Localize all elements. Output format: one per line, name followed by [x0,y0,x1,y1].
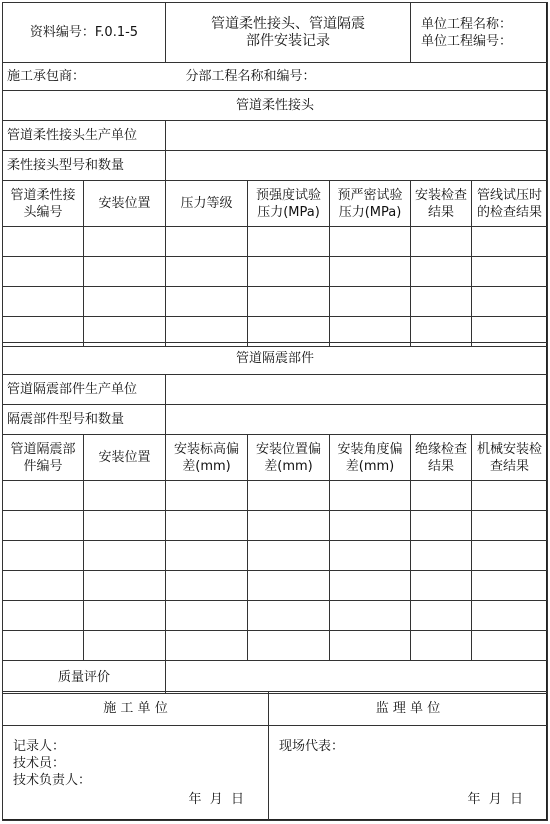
date-right: 年 月 日 [467,792,523,807]
isolation-manufacturer-label: 管道隔震部件生产单位 [3,375,166,405]
tech-lead-label: 技术负责人： [13,773,92,788]
table-row [3,601,548,631]
form-title-line1: 管道柔性接头、管道隔震 [211,15,365,32]
table-row [3,511,548,541]
contractor-table [2,62,548,91]
table-row [3,571,548,601]
flex-manufacturer-value[interactable] [166,121,548,151]
supervision-unit-label: 监 理 单 位 [269,692,548,726]
isolation-section-title: 管道隔震部件 [3,343,548,375]
isolation-col-header: 安装角度偏差(mm) [330,435,411,481]
construction-unit-label: 施 工 单 位 [3,692,269,726]
form-title-line2: 部件安装记录 [246,32,330,49]
unit-project-name-label: 单位工程名称： [421,16,513,32]
table-row [3,227,548,257]
flex-joint-table [2,90,548,347]
flex-col-header: 管道柔性接头编号 [3,181,84,227]
date-left: 年 月 日 [188,792,244,807]
isolation-table [2,342,548,694]
flex-manufacturer-label: 管道柔性接头生产单位 [3,121,166,151]
isolation-manufacturer-value[interactable] [166,375,548,405]
table-row [3,481,548,511]
header-table [2,2,548,63]
isolation-model-label: 隔震部件型号和数量 [3,405,166,435]
flex-col-header: 压力等级 [166,181,248,227]
flex-col-header: 安装检查结果 [411,181,472,227]
isolation-col-header: 安装位置 [84,435,166,481]
table-row [3,257,548,287]
isolation-col-header: 绝缘检查结果 [411,435,472,481]
table-row [3,631,548,661]
isolation-col-header: 机械安装检查结果 [472,435,548,481]
technician-label: 技术员： [13,756,66,771]
quality-eval-label: 质量评价 [3,661,166,694]
doc-number: 资料编号：F.0.1-5 [3,3,166,63]
table-row [3,287,548,317]
form-title [166,3,411,63]
flex-col-header: 管线试压时的检查结果 [472,181,548,227]
flex-col-header: 安装位置 [84,181,166,227]
unit-project-info [411,3,548,63]
construction-sign-area[interactable] [3,726,269,821]
isolation-col-header: 安装位置偏差(mm) [248,435,330,481]
sub-project-label: 分部工程名称和编号： [166,63,548,91]
recorder-label: 记录人： [13,739,66,754]
contractor-label: 施工承包商： [3,63,166,91]
isolation-col-header: 安装标高偏差(mm) [166,435,248,481]
isolation-model-value[interactable] [166,405,548,435]
flex-section-title: 管道柔性接头 [3,91,548,121]
flex-model-value[interactable] [166,151,548,181]
flex-model-label: 柔性接头型号和数量 [3,151,166,181]
site-rep-label: 现场代表： [279,739,345,754]
flex-col-header: 预严密试验压力(MPa) [330,181,411,227]
isolation-col-header: 管道隔震部件编号 [3,435,84,481]
quality-eval-value[interactable] [166,661,548,694]
unit-project-no-label: 单位工程编号： [421,33,513,49]
signoff-table [2,691,548,821]
supervision-sign-area[interactable] [269,726,548,821]
flex-col-header: 预强度试验压力(MPa) [248,181,330,227]
table-row [3,541,548,571]
